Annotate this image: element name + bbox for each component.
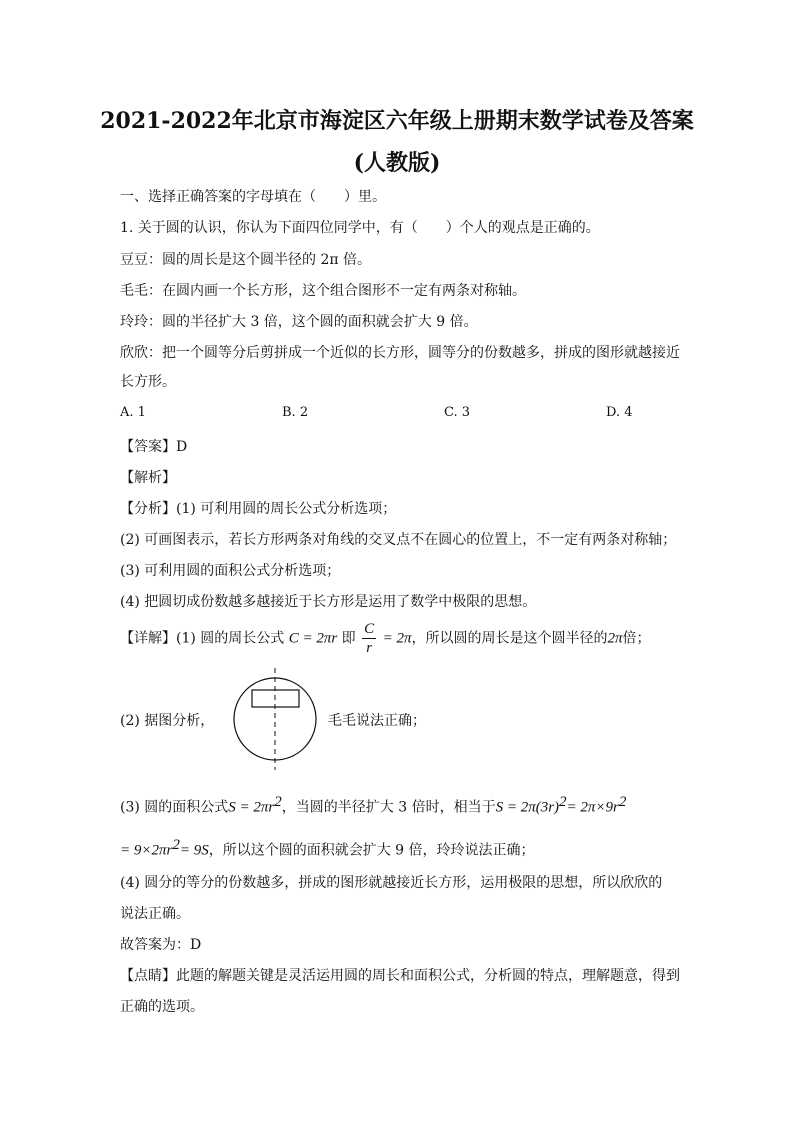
- key-point: 【点睛】此题的解题关键是灵活运用圆的周长和面积公式，分析圆的特点，理解题意，得到: [120, 968, 680, 984]
- document-subtitle: (人教版): [353, 150, 441, 176]
- statement-xinxin-cont: 长方形。: [120, 374, 176, 390]
- detail-4-cont: 说法正确。: [120, 906, 190, 922]
- answer-line: 【答案】D: [120, 439, 188, 455]
- document-title: 2021-2022年北京市海淀区六年级上册期末数学试卷及答案: [100, 108, 694, 134]
- detail-3-cont: = $9\times 2\pi r^2= 9S$，所以这个圆的面积就会扩大 9 倍，玲玲说法正确；: [120, 837, 535, 859]
- statement-xinxin: 欣欣：把一个圆等分后剪拼成一个近似的长方形，圆等分的份数越多，拼成的图形就越接近: [120, 345, 680, 361]
- statement-doudou: 豆豆：圆的周长是这个圆半径的 2π 倍。: [120, 252, 372, 268]
- statement-maomao: 毛毛：在圆内画一个长方形，这个组合图形不一定有两条对称轴。: [120, 283, 526, 299]
- fraction-c-over-r: $\frac{C}{r}$: [364, 621, 375, 656]
- analysis-p1: 【分析】(1) 可利用圆的周长公式分析选项；: [120, 501, 397, 517]
- detail-2-label: (2) 据图分析，: [120, 713, 215, 729]
- statement-lingling: 玲玲：圆的半径扩大 3 倍，这个圆的面积就会扩大 9 倍。: [120, 314, 478, 330]
- key-point-cont: 正确的选项。: [120, 999, 204, 1015]
- option-a: A. 1: [120, 405, 146, 420]
- final-answer: 故答案为：D: [120, 937, 202, 953]
- detail-3: (3) 圆的面积公式$S = 2\pi r^2$，当圆的半径扩大 3 倍时，相当于$S = 2\pi(3r)^2= 2\pi\times 9r^2$: [120, 794, 627, 816]
- question-stem: 1. 关于圆的认识，你认为下面四位同学中，有（ ）个人的观点是正确的。: [120, 220, 600, 236]
- circumference-formula: C = 2πr: [288, 630, 338, 647]
- analysis-p2: (2) 可画图表示，若长方形两条对角线的交叉点不在圆心的位置上，不一定有两条对称轴；: [120, 532, 677, 548]
- option-d: D. 4: [606, 405, 633, 420]
- detail-1: 【详解】(1) 圆的周长公式 C = 2πr 即 $\frac{C}{r}$ = 2π，所以圆的周长是这个圆半径的2π倍；: [120, 621, 651, 656]
- option-c: C. 3: [444, 405, 471, 420]
- circle-rectangle-figure: [228, 664, 324, 774]
- analysis-p3: (3) 可利用圆的面积公式分析选项；: [120, 563, 341, 579]
- analysis-heading: 【解析】: [120, 470, 176, 486]
- detail-4: (4) 圆分的等分的份数越多，拼成的图形就越接近长方形，运用极限的思想，所以欣欣的: [120, 875, 663, 891]
- analysis-p4: (4) 把圆切成份数越多越接近于长方形是运用了数学中极限的思想。: [120, 594, 537, 610]
- detail-2-conclusion: 毛毛说法正确；: [328, 713, 426, 729]
- option-b: B. 2: [282, 405, 309, 420]
- section-heading: 一、选择正确答案的字母填在（ ）里。: [120, 189, 386, 205]
